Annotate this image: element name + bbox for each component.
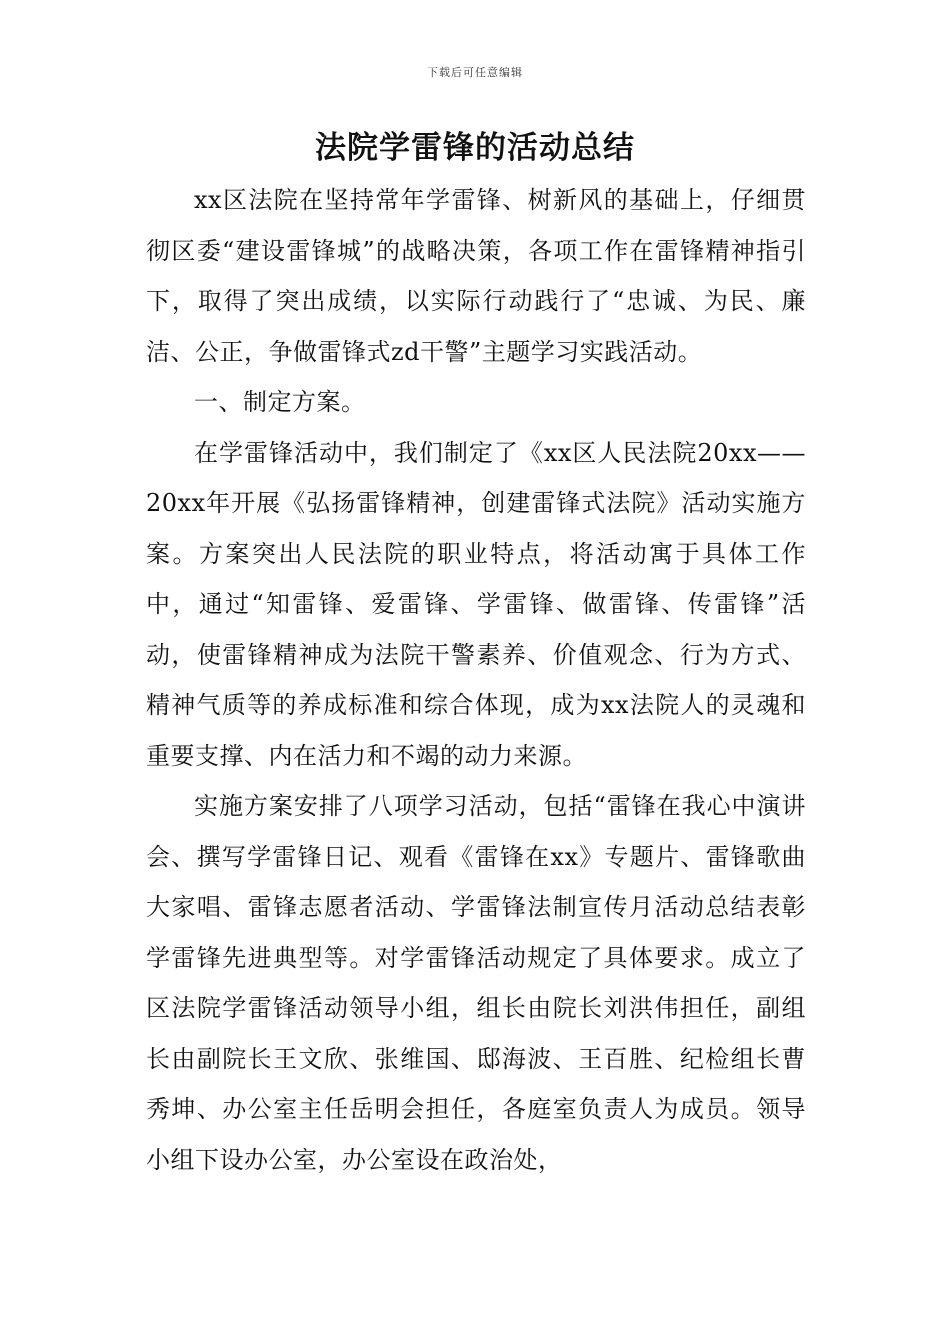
paragraph-activities: 实施方案安排了八项学习活动，包括“雷锋在我心中演讲会、撰写学雷锋日记、观看《雷锋在xx》专题片、雷锋歌曲大家唱、雷锋志愿者活动、学雷锋法制宣传月活动总结表彰学雷锋先进典型等。对学雷锋活动规定了具体要求。成立了区法院学雷锋活动领导小组，组长由院长刘洪伟担任，副组长由副院长王文欣、张维国、邸海波、王百胜、纪检组长曹秀坤、办公室主任岳明会担任，各庭室负责人为成员。领导小组下设办公室，办公室设在政治处， (146, 792, 806, 1174)
header-note: 下载后可任意编辑 (427, 66, 523, 79)
paragraph-plan: 在学雷锋活动中，我们制定了《xx区人民法院20xx——20xx年开展《弘扬雷锋精神，创建雷锋式法院》活动实施方案。方案突出人民法院的职业特点，将活动寓于具体工作中，通过“知雷锋、爱雷锋、学雷锋、做雷锋、传雷锋”活动，使雷锋精神成为法院干警素养、价值观念、行为方式、精神气质等的养成标准和综合体现，成为xx法院人的灵魂和重要支撑、内在活力和不竭的动力来源。 (146, 438, 806, 770)
document-body (146, 175, 806, 1185)
section-heading-1: 一、制定方案。 (194, 388, 366, 416)
paragraph-intro: xx区法院在坚持常年学雷锋、树新风的基础上，仔细贯彻区委“建设雷锋城”的战略决策，各项工作在雷锋精神指引下，取得了突出成绩，以实际行动践行了“忠诚、为民、廉洁、公正，争做雷锋式zd干警”主题学习实践活动。 (146, 186, 806, 366)
document-title: 法院学雷锋的活动总结 (315, 130, 635, 166)
